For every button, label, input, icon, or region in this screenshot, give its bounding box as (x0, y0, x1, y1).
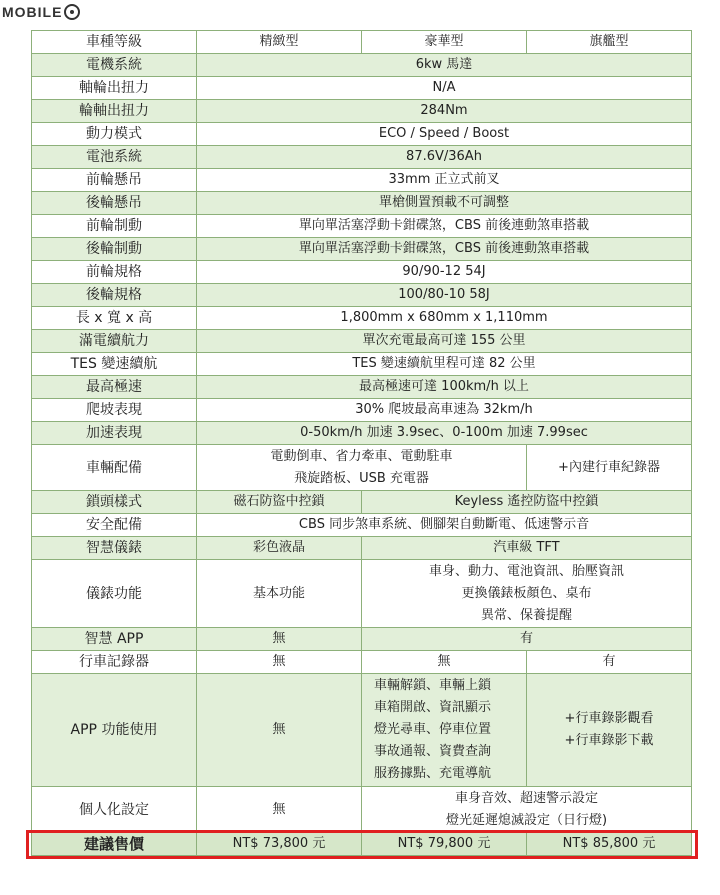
row-value: 0-50km/h 加速 3.9sec、0-100m 加速 7.99sec (197, 422, 692, 445)
row-lock (32, 491, 692, 514)
row-rear-brake (32, 238, 692, 261)
row-label: 個人化設定 (32, 787, 197, 833)
row-label: APP 功能使用 (32, 674, 197, 787)
price-deluxe: NT$ 79,800 元 (362, 833, 527, 856)
row-drive-mode (32, 123, 692, 146)
row-dash-function (32, 560, 692, 628)
row-rear-suspension (32, 192, 692, 215)
price-label: 建議售價 (32, 833, 197, 856)
row-value: 最高極速可達 100km/h 以上 (197, 376, 692, 399)
personal-line-2: 燈光延遲熄滅設定（日行燈) (445, 812, 608, 828)
dash-function-line-3: 異常、保養提醒 (480, 607, 572, 623)
row-label: 後輪規格 (32, 284, 197, 307)
app-function-flag-2: +行車錄影下載 (564, 733, 654, 748)
header-deluxe: 豪華型 (362, 31, 527, 54)
row-safety (32, 514, 692, 537)
row-range (32, 330, 692, 353)
row-label: 最高極速 (32, 376, 197, 399)
lock-basic: 磁石防盜中控鎖 (197, 491, 362, 514)
row-motor (32, 54, 692, 77)
row-top-speed (32, 376, 692, 399)
row-label: 儀錶功能 (32, 560, 197, 628)
row-label: 電池系統 (32, 146, 197, 169)
app-function-item: 燈光尋車、停車位置 (374, 722, 492, 737)
header-row (32, 31, 692, 54)
recorder-flagship: 有 (527, 651, 692, 674)
row-value: 100/80-10 58J (197, 284, 692, 307)
row-acceleration (32, 422, 692, 445)
row-value: 1,800mm x 680mm x 1,110mm (197, 307, 692, 330)
dash-function-basic: 基本功能 (197, 560, 362, 628)
row-label: 行車記錄器 (32, 651, 197, 674)
equipment-line-1: 電動倒車、省力牽車、電動駐車 (270, 448, 453, 464)
logo-text: MOBILE (2, 4, 63, 20)
row-label: 電機系統 (32, 54, 197, 77)
row-app-function (32, 674, 692, 787)
row-label: 前輪懸吊 (32, 169, 197, 192)
row-front-brake (32, 215, 692, 238)
dash-function-line-2: 更換儀錶板顏色、桌布 (461, 585, 592, 601)
row-tes-range (32, 353, 692, 376)
lock-upper: Keyless 遙控防盜中控鎖 (362, 491, 692, 514)
row-dashboard (32, 537, 692, 560)
row-label: 前輪規格 (32, 261, 197, 284)
app-upper: 有 (362, 628, 692, 651)
row-axle-torque (32, 77, 692, 100)
app-function-item: 事故通報、資費查詢 (374, 744, 492, 759)
row-label: 智慧儀錶 (32, 537, 197, 560)
dashboard-upper: 汽車級 TFT (362, 537, 692, 560)
row-price (32, 833, 692, 856)
mobile01-logo (2, 2, 80, 22)
row-value: TES 變速續航里程可達 82 公里 (197, 353, 692, 376)
row-value: ECO / Speed / Boost (197, 123, 692, 146)
row-value: N/A (197, 77, 692, 100)
row-value: 單向單活塞浮動卡鉗碟煞，CBS 前後連動煞車搭載 (197, 238, 692, 261)
header-label: 車種等級 (32, 31, 197, 54)
row-label: 爬坡表現 (32, 399, 197, 422)
header-basic: 精緻型 (197, 31, 362, 54)
row-label: 後輪制動 (32, 238, 197, 261)
row-rear-tire (32, 284, 692, 307)
app-function-basic: 無 (197, 674, 362, 787)
row-label: 動力模式 (32, 123, 197, 146)
row-recorder (32, 651, 692, 674)
equipment-standard (197, 445, 527, 491)
row-label: 軸輪出扭力 (32, 77, 197, 100)
row-label: 智慧 APP (32, 628, 197, 651)
app-basic: 無 (197, 628, 362, 651)
row-value: 90/90-12 54J (197, 261, 692, 284)
app-function-flag-1: +行車錄影觀看 (564, 711, 654, 726)
row-dimensions (32, 307, 692, 330)
row-app (32, 628, 692, 651)
row-value: 30% 爬坡最高車速為 32km/h (197, 399, 692, 422)
app-function-item: 車輛解鎖、車輛上鎖 (374, 678, 492, 693)
row-wheel-torque (32, 100, 692, 123)
recorder-deluxe: 無 (362, 651, 527, 674)
row-front-suspension (32, 169, 692, 192)
row-label: 車輛配備 (32, 445, 197, 491)
price-flagship: NT$ 85,800 元 (527, 833, 692, 856)
equipment-line-2: 飛旋踏板、USB 充電器 (294, 470, 429, 486)
spec-table (31, 30, 692, 856)
row-equipment (32, 445, 692, 491)
row-label: 滿電續航力 (32, 330, 197, 353)
equipment-flagship: +內建行車紀錄器 (527, 445, 692, 491)
row-value: 33mm 正立式前叉 (197, 169, 692, 192)
row-label: 鎖頭樣式 (32, 491, 197, 514)
dash-function-upper (362, 560, 692, 628)
row-front-tire (32, 261, 692, 284)
dashboard-basic: 彩色液晶 (197, 537, 362, 560)
row-label: 安全配備 (32, 514, 197, 537)
personal-upper (362, 787, 692, 833)
app-function-deluxe (362, 674, 527, 787)
row-value: 87.6V/36Ah (197, 146, 692, 169)
recorder-basic: 無 (197, 651, 362, 674)
row-label: 加速表現 (32, 422, 197, 445)
row-value: 6kw 馬達 (197, 54, 692, 77)
row-value: 單槍側置預載不可調整 (197, 192, 692, 215)
personal-line-1: 車身音效、超速警示設定 (454, 790, 598, 806)
price-basic: NT$ 73,800 元 (197, 833, 362, 856)
row-label: 長 x 寬 x 高 (32, 307, 197, 330)
row-value: 單次充電最高可達 155 公里 (197, 330, 692, 353)
app-function-flagship (527, 674, 692, 787)
personal-basic: 無 (197, 787, 362, 833)
header-flagship: 旗艦型 (527, 31, 692, 54)
row-label: TES 變速續航 (32, 353, 197, 376)
dash-function-line-1: 車身、動力、電池資訊、胎壓資訊 (428, 563, 624, 579)
row-value: 284Nm (197, 100, 692, 123)
app-function-item: 服務據點、充電導航 (374, 766, 492, 781)
row-value: 單向單活塞浮動卡鉗碟煞，CBS 前後連動煞車搭載 (197, 215, 692, 238)
app-function-item: 車箱開啟、資訊顯示 (374, 700, 492, 715)
row-label: 後輪懸吊 (32, 192, 197, 215)
logo-eye-icon (64, 4, 80, 20)
row-value: CBS 同步煞車系統、側腳架自動斷電、低速警示音 (197, 514, 692, 537)
row-battery (32, 146, 692, 169)
row-climb (32, 399, 692, 422)
row-label: 輪軸出扭力 (32, 100, 197, 123)
row-personalization (32, 787, 692, 833)
row-label: 前輪制動 (32, 215, 197, 238)
